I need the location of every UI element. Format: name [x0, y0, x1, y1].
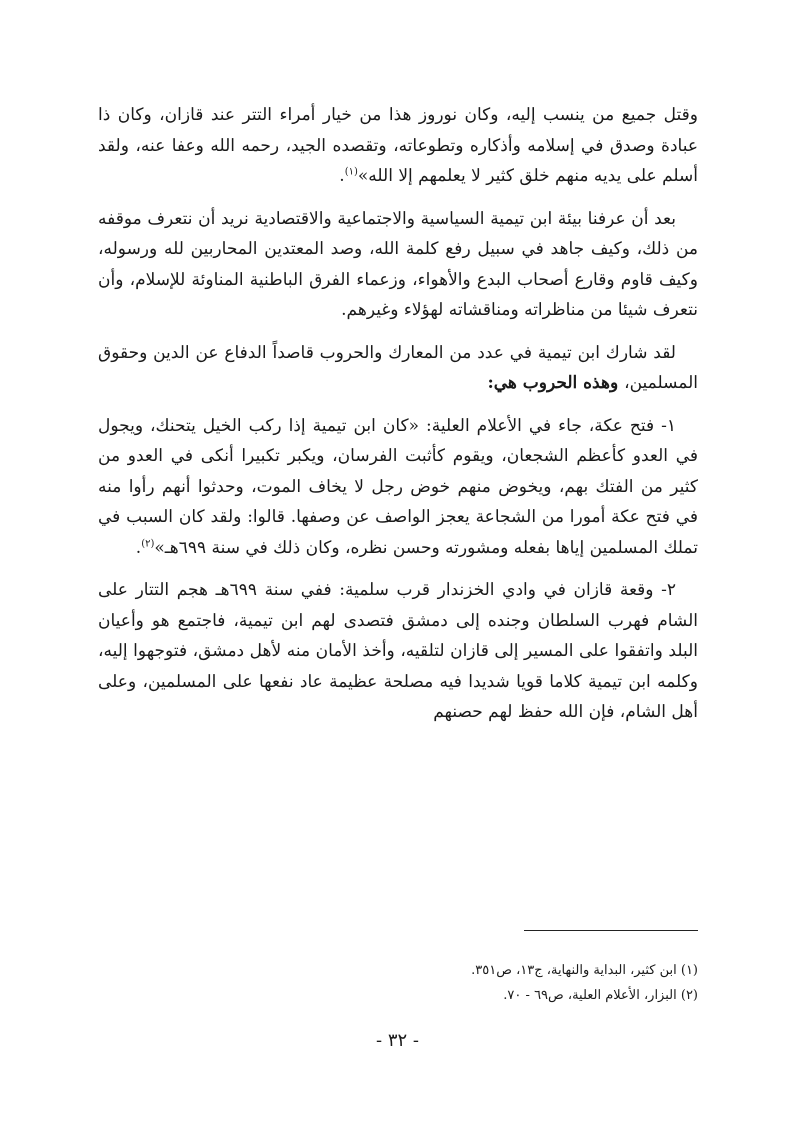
footnote-ref-1: (١)	[344, 166, 358, 178]
footnote-2: (٢) البزار، الأعلام العلية، ص٦٩ - ٧٠.	[503, 988, 698, 1003]
footnotes	[98, 958, 698, 1008]
footnote-ref-2: (٢)	[141, 537, 155, 549]
paragraph-5: ٢- وقعة قازان في وادي الخزندار قرب سلمية: ففي سنة ٦٩٩هـ هجم التتار على الشام فهرب السلطان وجنده إلى دمشق فتصدى لهم ابن تيمية، فاجتمع هو وأعيان البلد واتفقوا على المسير إلى قازان لتلقيه، وأخذ الأمان منه لأهل دمشق، فتوجهوا إليه، وكلمه ابن تيمية كلاما قويا شديدا فيه مصلحة عظيمة عاد نفعها على المسلمين، وعلى أهل الشام، فإن الله حفظ لهم حصنهم	[98, 580, 698, 722]
paragraph-2: بعد أن عرفنا بيئة ابن تيمية السياسية والاجتماعية والاقتصادية نريد أن نتعرف موقفه من ذلك، وكيف جاهد في سبيل رفع كلمة الله، وصد المعتدين المحاربين لله ورسوله، وكيف قاوم وقارع أصحاب البدع والأهواء، وزعماء الفرق الباطنية المناوئة للإسلام، وأن نتعرف شيئا من مناظراته ومناقشاته لهؤلاء وغيرهم.	[98, 208, 698, 320]
footnote-1: (١) ابن كثير، البداية والنهاية، ج١٣، ص٣٥١.	[471, 963, 698, 978]
paragraph-4: ١- فتح عكة، جاء في الأعلام العلية: «كان ابن تيمية إذا ركب الخيل يتحنك، ويجول في العدو كأعظم الشجعان، ويقوم كأثبت الفرسان، ويكبر تكبيرا أنكى في العدو من كثير من الفتك بهم، ويخوض منهم خوض رجل لا يخاف الموت، وحدثوا أنهم رأوا منه في فتح عكة أمورا من الشجاعة يعجز الواصف عن وصفها. قالوا: ولقد كان السبب في تملك المسلمين إياها بفعله ومشورته وحسن نظره، وكان ذلك في سنة ٦٩٩هـ»$^{(٢)}$.	[98, 415, 698, 558]
paragraph-3: لقد شارك ابن تيمية في عدد من المعارك والحروب قاصداً الدفاع عن الدين وحقوق المسلمين، وهذه الحروب هي:	[98, 342, 698, 393]
page-number: - ٣٢ -	[376, 1030, 419, 1051]
footnote-divider	[524, 930, 698, 931]
body-text	[98, 100, 698, 740]
paragraph-1: وقتل جميع من ينسب إليه، وكان نوروز هذا من خيار أمراء التتر عند قازان، وكان ذا عبادة وصدق في إسلامه وأذكاره وتطوعاته، وتقصده الجيد، رحمه الله وعفا عنه، ولقد أسلم على يديه منهم خلق كثير لا يعلمهم إلا الله»$^{(١)}$.	[98, 105, 698, 186]
wars-heading: وهذه الحروب هي:	[487, 373, 625, 393]
